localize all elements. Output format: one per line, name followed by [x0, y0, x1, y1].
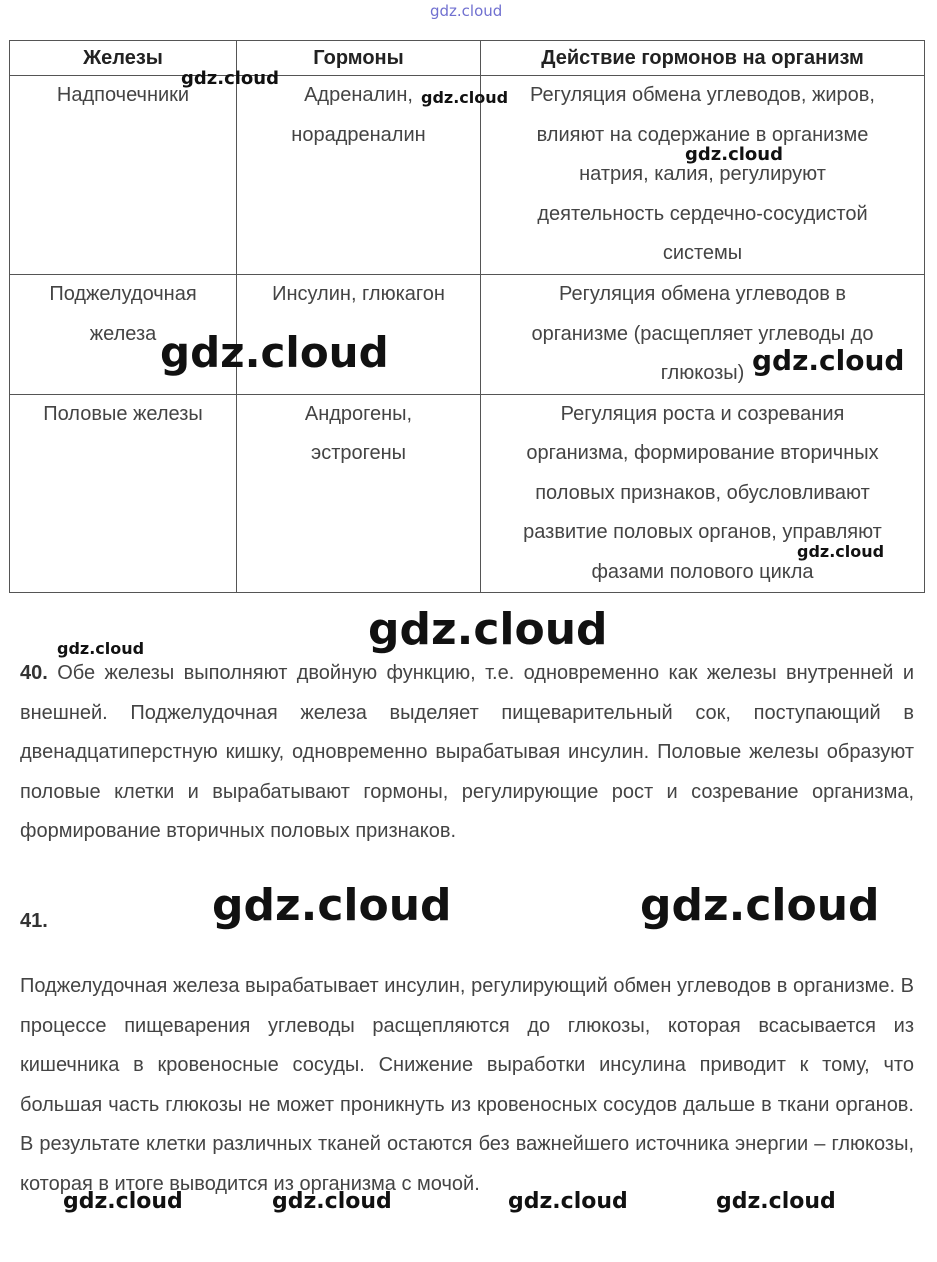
table-header-row: [10, 41, 925, 76]
cell-gland: Половые железы: [10, 394, 237, 593]
cell-hormones: Андрогены, эстрогены: [237, 394, 481, 593]
glands-table: [9, 40, 925, 593]
answer-40-number: 40.: [20, 662, 48, 684]
header-glands: Железы: [10, 41, 237, 76]
watermark: gdz.cloud: [57, 639, 145, 658]
cell-action: Регуляция роста и созревания организма, формирование вторичных половых признаков, обусловливают развитие половых органов, управляют фазами полового цикла: [481, 394, 925, 593]
watermark: gdz.cloud: [181, 68, 279, 89]
answer-40: [20, 654, 914, 852]
watermark: gdz.cloud: [421, 88, 509, 107]
cell-gland: Поджелудочная железа: [10, 275, 237, 395]
header-action: Действие гормонов на организм: [481, 41, 925, 76]
table-row: [10, 394, 925, 593]
watermark: gdz.cloud: [752, 344, 905, 377]
watermark-top: gdz.cloud: [430, 2, 503, 20]
cell-hormones: Инсулин, глюкагон: [237, 275, 481, 395]
answer-41-number: 41.: [20, 910, 48, 932]
header-hormones: Гормоны: [237, 41, 481, 76]
watermark: gdz.cloud: [797, 542, 885, 561]
watermark: gdz.cloud: [685, 144, 783, 165]
watermark: gdz.cloud: [508, 1189, 628, 1214]
cell-hormones: Адреналин, норадреналин: [237, 76, 481, 275]
watermark: gdz.cloud: [63, 1189, 183, 1214]
cell-action: Регуляция обмена углеводов в организме (расщепляет углеводы до глюкозы): [481, 275, 925, 395]
watermark: gdz.cloud: [716, 1189, 836, 1214]
watermark: gdz.cloud: [212, 880, 452, 931]
answer-40-text: Обе железы выполняют двойную функцию, т.е. одновременно как железы внутренней и внешней. Поджелудочная железа выделяет пищеварительный сок, поступающий в двенадцатиперстную кишку, одновременно вырабатывая инсулин. Половые железы образуют половые клетки и вырабатывают гормоны, регулирующие рост и созревание организма, формирование вторичных половых признаков.: [20, 662, 914, 843]
watermark: gdz.cloud: [368, 604, 608, 655]
cell-action: Регуляция обмена углеводов, жиров, влияют на содержание в организме натрия, калия, регулируют деятельность сердечно-сосудистой системы: [481, 76, 925, 275]
watermark: gdz.cloud: [640, 880, 880, 931]
cell-gland: Надпочечники: [10, 76, 237, 275]
watermark: gdz.cloud: [272, 1189, 392, 1214]
watermark: gdz.cloud: [160, 328, 389, 377]
answer-41-text: Поджелудочная железа вырабатывает инсулин, регулирующий обмен углеводов в организме. В процессе пищеварения углеводы расщепляются до глюкозы, которая всасывается из кишечника в кровеносные сосуды. Снижение выработки инсулина приводит к тому, что большая часть глюкозы не может проникнуть из кровеносных сосудов дальше в ткани органов. В результате клетки различных тканей остаются без важнейшего источника энергии – глюкозы, которая в итоге выводится из организма с мочой.: [20, 975, 914, 1195]
